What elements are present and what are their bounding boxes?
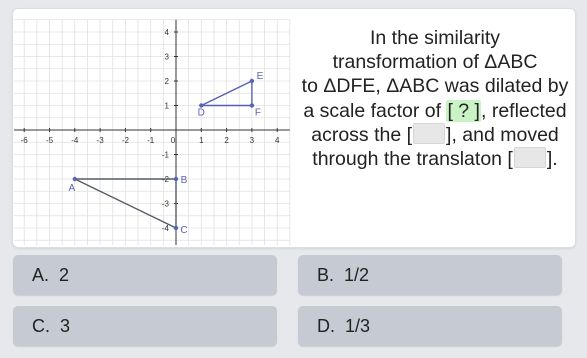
axes <box>14 20 290 245</box>
x-tick-label: -3 <box>96 136 104 145</box>
choice-d-value: 1/3 <box>345 316 371 336</box>
y-tick-label: 3 <box>164 52 169 62</box>
coordinate-graph <box>13 9 303 247</box>
x-tick-label: -4 <box>71 136 79 145</box>
y-tick-label: 4 <box>164 28 169 37</box>
question-text <box>299 26 571 171</box>
question-line-4c: , reflected <box>480 99 567 122</box>
point-label-a: A <box>68 183 76 194</box>
question-line-6 <box>299 147 571 171</box>
question-line-6a: through the translaton [ <box>312 148 513 171</box>
x-tick-label: 1 <box>199 136 204 145</box>
answer-choice-d[interactable] <box>298 306 562 346</box>
x-tick-label: 3 <box>249 136 255 145</box>
point-a <box>73 177 77 181</box>
choice-c-letter: C. <box>32 316 50 336</box>
translation-blank <box>514 147 546 168</box>
grid-lines <box>13 20 290 245</box>
answer-choice-a[interactable] <box>13 255 277 295</box>
answer-choice-b[interactable] <box>298 255 562 295</box>
x-tick-label: -1 <box>147 136 155 145</box>
question-card <box>12 8 576 248</box>
question-line-2: transformation of ΔABC <box>332 51 538 74</box>
x-tick-label: 4 <box>274 136 280 145</box>
x-tick-label: 0 <box>170 136 176 145</box>
point-e <box>250 79 254 83</box>
x-tick-label: 2 <box>224 136 229 145</box>
point-label-c: C <box>180 225 188 236</box>
choice-d-letter: D. <box>317 316 335 336</box>
point-label-b: B <box>180 175 188 186</box>
x-tick-labels <box>21 136 280 145</box>
point-c <box>174 226 178 230</box>
x-tick-label: -6 <box>20 136 28 145</box>
question-line-6b: ]. <box>546 148 558 171</box>
x-tick-label: -5 <box>45 136 54 145</box>
choice-c-value: 3 <box>60 316 71 336</box>
choice-b-letter: B. <box>317 265 335 285</box>
point-f <box>250 103 254 107</box>
answer-choice-c[interactable] <box>13 306 277 346</box>
y-tick-label: 1 <box>164 101 169 111</box>
question-line-5 <box>299 123 571 147</box>
y-tick-label: -4 <box>161 224 169 233</box>
y-tick-label: -3 <box>161 199 169 209</box>
point-label-f: F <box>254 107 261 119</box>
question-line-1: In the similarity <box>369 27 501 49</box>
y-tick-label: 2 <box>164 77 169 86</box>
y-tick-label: -2 <box>161 175 169 184</box>
y-tick-label: -1 <box>161 150 169 160</box>
choice-b-value: 1/2 <box>344 265 370 285</box>
scale-factor-blank: [ ? ] <box>447 99 480 122</box>
point-label-d: D <box>197 107 205 119</box>
question-line-4a: a scale factor of <box>303 99 447 122</box>
x-tick-label: -2 <box>121 136 129 145</box>
question-line-4 <box>299 99 571 123</box>
point-label-e: E <box>256 71 264 82</box>
question-line-5b: ], and moved <box>446 123 559 146</box>
reflection-blank <box>413 123 445 144</box>
choice-a-value: 2 <box>59 265 70 285</box>
question-line-3: to ΔDFE, ΔABC was dilated by <box>301 75 569 98</box>
question-line-5a: across the [ <box>311 123 413 146</box>
point-b <box>174 177 178 181</box>
choice-a-letter: A. <box>32 265 50 285</box>
